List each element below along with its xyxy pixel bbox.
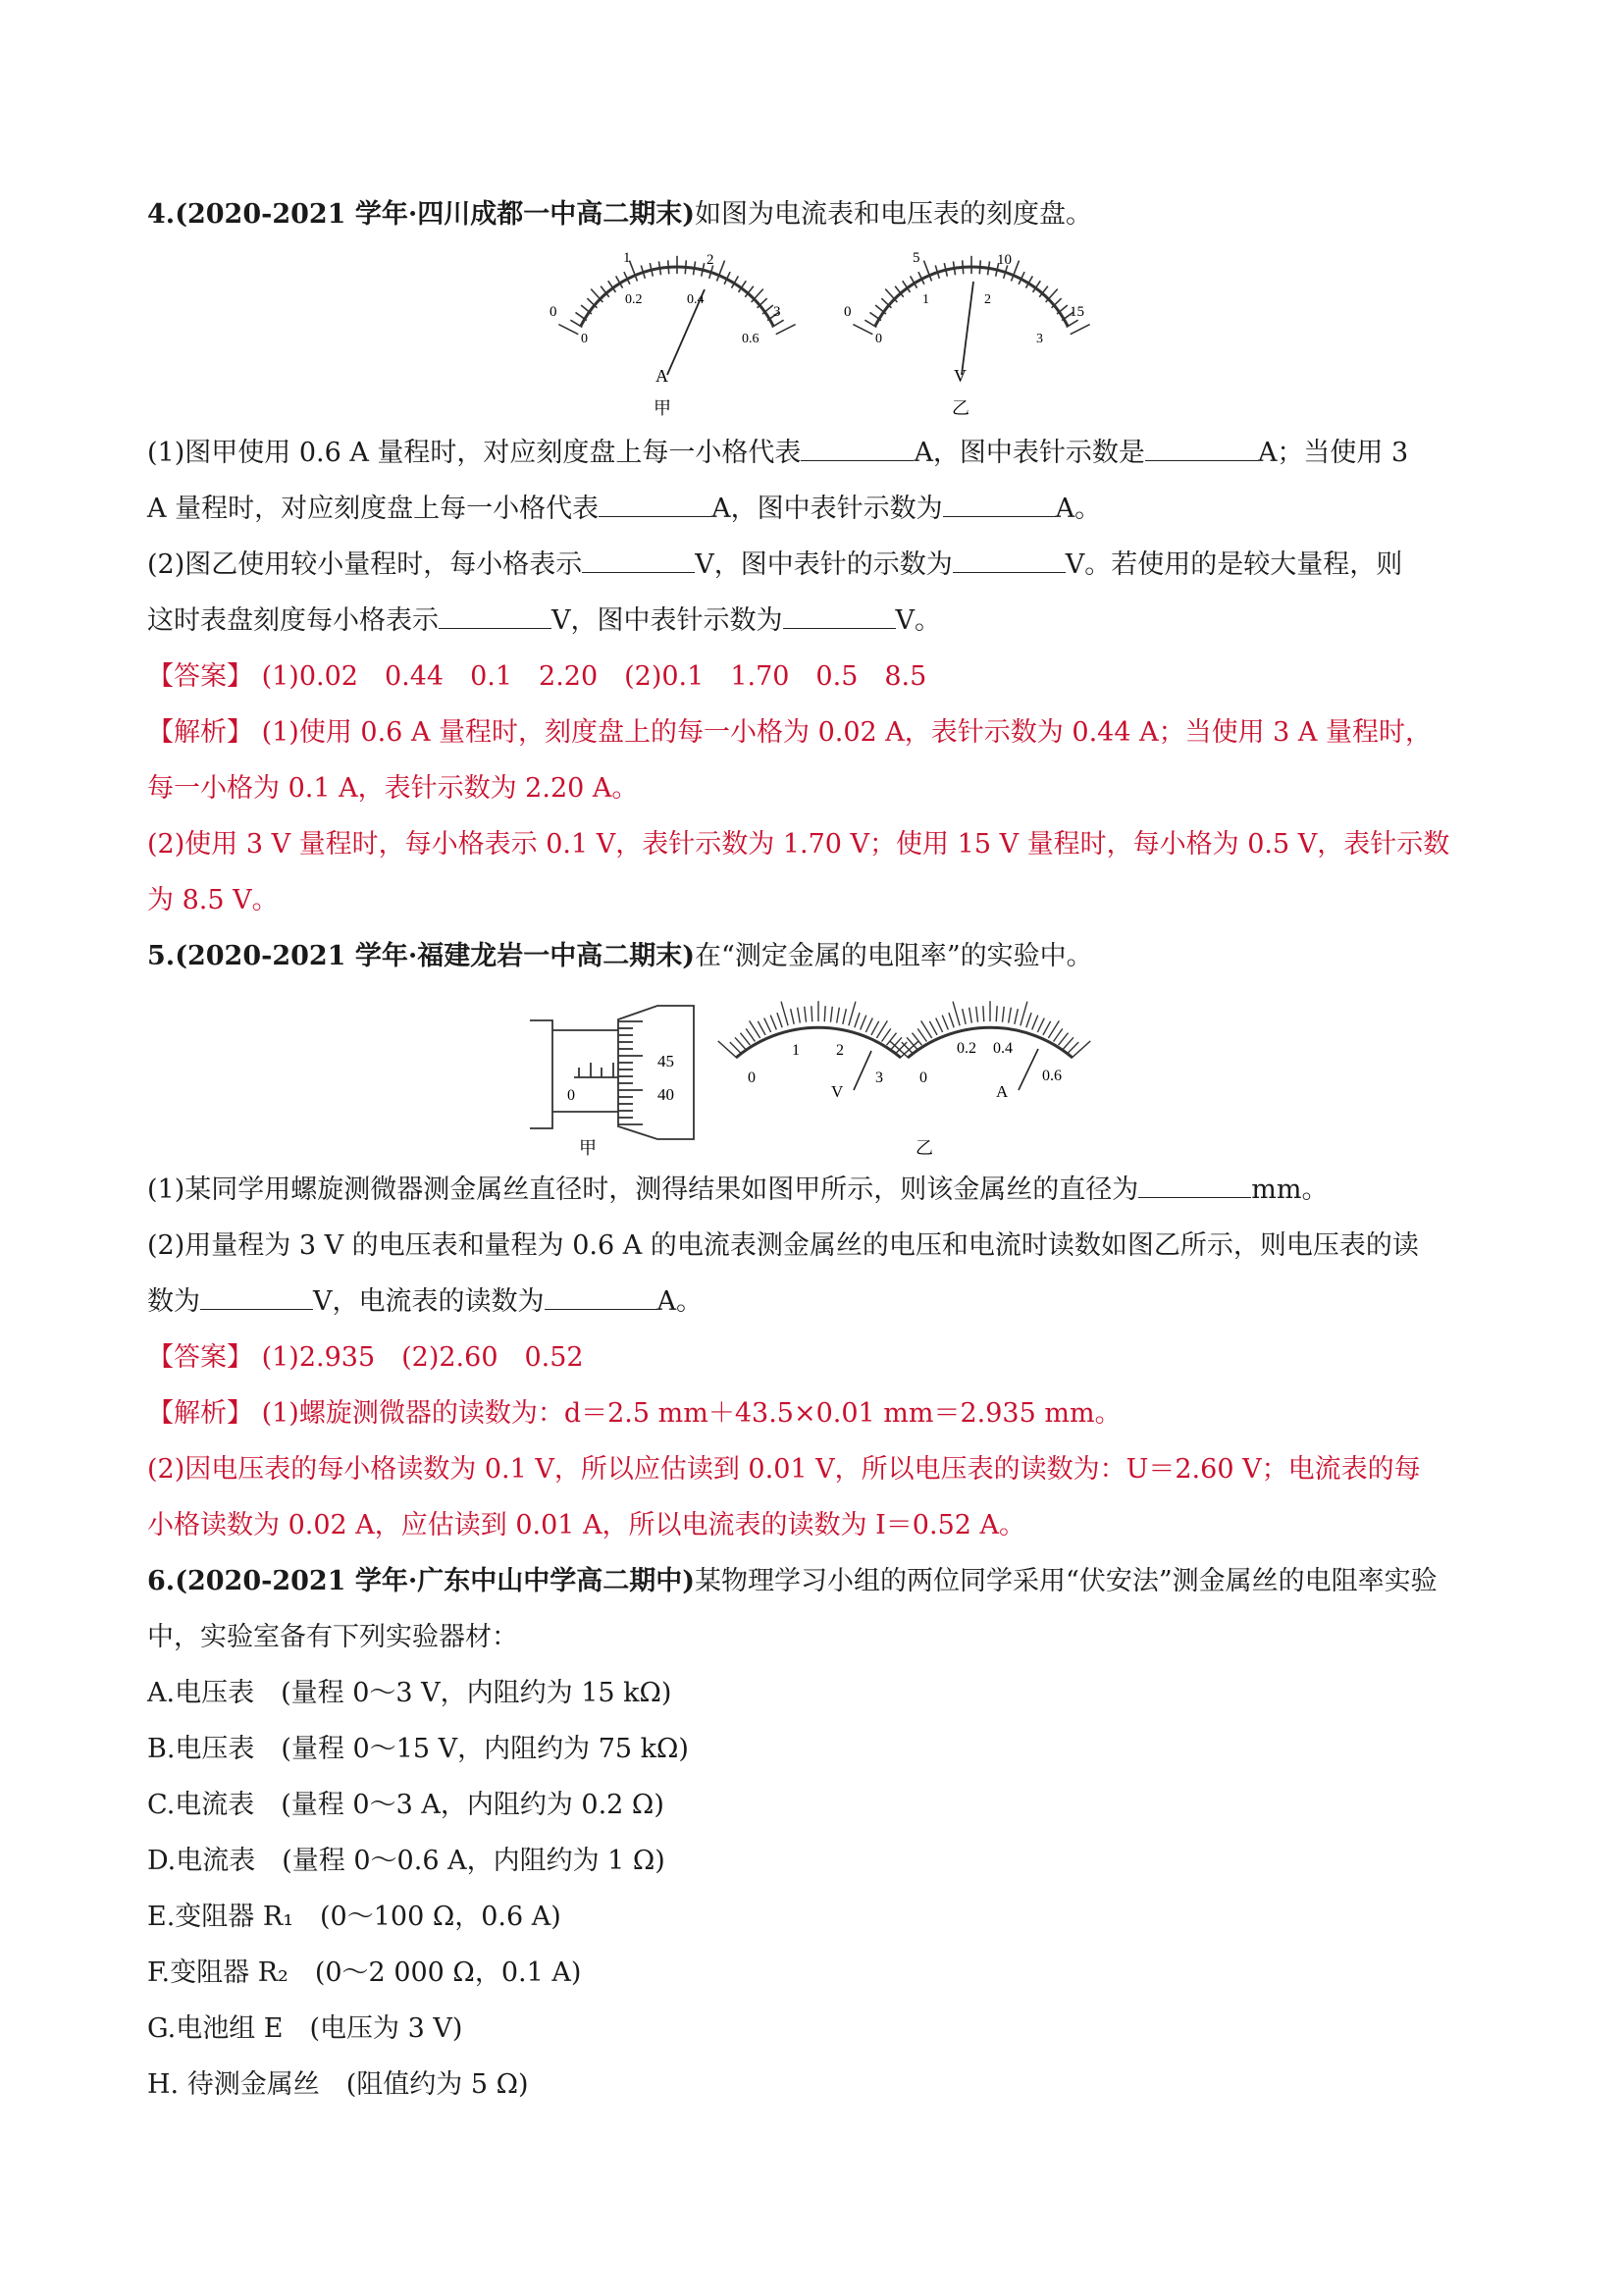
dial-tick bbox=[558, 325, 578, 335]
micrometer-40: 40 bbox=[657, 1085, 674, 1104]
q6-title: 6.(2020-2021 学年·广东中山中学高二期中)某物理学习小组的两位同学采用“伏安法”测金属丝的电阻率实验 bbox=[147, 1566, 1438, 1596]
dial-tick bbox=[929, 1021, 937, 1035]
list-item: F.变阻器 R₂ (0～2 000 Ω，0.1 A) bbox=[147, 1957, 582, 1988]
q4-answer: 【答案】 (1)0.02 0.44 0.1 2.20 (2)0.1 1.70 0.5 8.5 bbox=[147, 661, 927, 692]
q4-analysis-2a: (2)使用 3 V 量程时，每小格表示 0.1 V，表针示数为 1.70 V；使用 15 V 量程时，每小格为 0.5 V，表针示数 bbox=[147, 829, 1450, 860]
dial-tick bbox=[758, 1021, 765, 1035]
answer-blank bbox=[953, 548, 1066, 573]
dial-tick bbox=[1059, 1033, 1069, 1046]
q4-figure bbox=[147, 242, 1501, 425]
dial-tick bbox=[996, 1006, 997, 1021]
q4-analysis-1b: 每一小格为 0.1 A，表针示数为 2.20 A。 bbox=[147, 773, 639, 804]
micrometer-45: 45 bbox=[657, 1052, 674, 1070]
voltmeter-top-15: 15 bbox=[1070, 304, 1084, 320]
dial-tick bbox=[1009, 1008, 1012, 1023]
svg-text:0.4: 0.4 bbox=[993, 1040, 1013, 1057]
list-item: A.电压表 (量程 0～3 V，内阻约为 15 kΩ) bbox=[147, 1678, 672, 1708]
dial-tick bbox=[735, 1037, 746, 1049]
dial-tick bbox=[668, 260, 669, 274]
voltmeter-dial bbox=[718, 1001, 919, 1101]
voltmeter-unit: V bbox=[954, 366, 967, 386]
ammeter-top-2: 2 bbox=[707, 252, 714, 268]
q5-title: 5.(2020-2021 学年·福建龙岩一中高二期末)在“测定金属的电阻率”的实验中。 bbox=[147, 941, 1093, 971]
ammeter-top-3: 3 bbox=[773, 304, 781, 320]
q4-analysis-2b: 为 8.5 V。 bbox=[147, 885, 279, 915]
dial-tick bbox=[1068, 1042, 1078, 1053]
voltmeter-dial bbox=[844, 250, 1090, 418]
figure-caption-yi: 乙 bbox=[916, 1138, 933, 1158]
voltmeter-top-5: 5 bbox=[913, 250, 920, 266]
q5-analysis-2a: (2)因电压表的每小格读数为 0.1 V，所以应估读到 0.01 V，所以电压表的读数为：U＝2.60 V；电流表的每 bbox=[147, 1454, 1421, 1485]
q5-instruments bbox=[147, 984, 1501, 1162]
dial-tick bbox=[849, 1002, 856, 1026]
dial-tick bbox=[969, 1008, 972, 1023]
q5-analysis-2b: 小格读数为 0.02 A，应估读到 0.01 A，所以电流表的读数为 I＝0.52 A。 bbox=[147, 1510, 1026, 1540]
dial-tick bbox=[953, 261, 955, 275]
list-item: H. 待测金属丝 (阻值约为 5 Ω) bbox=[147, 2069, 529, 2100]
dial-tick bbox=[777, 1013, 782, 1027]
answer-blank bbox=[200, 1285, 313, 1310]
svg-text:1: 1 bbox=[792, 1042, 800, 1059]
micrometer bbox=[530, 1006, 694, 1139]
svg-text:2: 2 bbox=[836, 1042, 844, 1059]
dial-tick bbox=[949, 1013, 954, 1027]
voltmeter-bot-1: 1 bbox=[922, 292, 929, 307]
dial-tick bbox=[685, 260, 686, 274]
dial-tick bbox=[837, 1008, 840, 1023]
list-item: E.变阻器 R₁ (0～100 Ω，0.6 A) bbox=[147, 1902, 561, 1932]
q4-source: (2020-2021 学年·四川成都一中高二期末) bbox=[175, 199, 696, 230]
dial-tick bbox=[740, 1033, 750, 1046]
dial-tick bbox=[776, 325, 796, 335]
dial-tick bbox=[861, 1016, 866, 1030]
dial-tick bbox=[853, 325, 872, 335]
dial-tick bbox=[855, 1013, 860, 1027]
answer-blank bbox=[801, 437, 914, 461]
answer-blank bbox=[439, 604, 551, 629]
dial-tick bbox=[976, 1007, 978, 1022]
micrometer-0: 0 bbox=[567, 1087, 575, 1104]
q5-part1: (1)某同学用螺旋测微器测金属丝直径时，测得结果如图甲所示，则该金属丝的直径为 mm。 bbox=[147, 1174, 1329, 1205]
dial-tick bbox=[1063, 1037, 1073, 1049]
answer-blank bbox=[783, 604, 896, 629]
dial-tick bbox=[942, 1016, 948, 1030]
svg-text:A: A bbox=[996, 1082, 1009, 1101]
dial-tick bbox=[953, 1002, 960, 1026]
dial-tick bbox=[824, 1006, 825, 1021]
ammeter-bot-0: 0 bbox=[581, 332, 588, 346]
dial-tick bbox=[865, 1018, 872, 1032]
ammeter-bot-02: 0.2 bbox=[625, 292, 643, 307]
svg-text:0: 0 bbox=[748, 1070, 756, 1086]
ammeter-bot-06: 0.6 bbox=[742, 332, 759, 346]
answer-blank bbox=[1138, 1174, 1251, 1198]
voltmeter-top-10: 10 bbox=[997, 252, 1012, 268]
dial-tick bbox=[781, 1002, 788, 1026]
dial-tick bbox=[871, 1021, 879, 1035]
q4-part2-line1: (2)图乙使用较小量程时，每小格表示 V，图中表针的示数为 V。若使用的是较大量程，则 bbox=[147, 549, 1403, 580]
dial-tick bbox=[963, 1009, 967, 1024]
q5-figure bbox=[147, 984, 1501, 1162]
dial-tick bbox=[658, 261, 660, 275]
ammeter-top-0: 0 bbox=[550, 304, 557, 320]
ammeter-unit: A bbox=[655, 366, 668, 386]
q5-analysis-1: 【解析】 (1)螺旋测微器的读数为：d＝2.5 mm＋43.5×0.01 mm＝2.935 mm。 bbox=[147, 1398, 1122, 1429]
figure-caption-jia: 甲 bbox=[654, 398, 671, 418]
answer-blank bbox=[545, 1285, 657, 1310]
answer-blank bbox=[599, 493, 711, 517]
ammeter-bot-04: 0.4 bbox=[687, 292, 705, 307]
q4-part1-line1: (1)图甲使用 0.6 A 量程时，对应刻度盘上每一小格代表 A，图中表针示数是 A；当使用 3 bbox=[147, 438, 1409, 468]
list-item: G.电池组 E (电压为 3 V) bbox=[147, 2013, 463, 2044]
q5-part2-line1: (2)用量程为 3 V 的电压表和量程为 0.6 A 的电流表测金属丝的电压和电流时读数如图乙所示，则电压表的读 bbox=[147, 1230, 1419, 1261]
dial-tick bbox=[1032, 1016, 1038, 1030]
q4-number: 4. bbox=[147, 199, 176, 230]
answer-blank bbox=[943, 493, 1056, 517]
q4-part1-line2: A 量程时，对应刻度盘上每一小格代表 A，图中表针示数为 A。 bbox=[147, 494, 1102, 524]
dial-tick bbox=[1071, 325, 1090, 335]
dial-tick bbox=[1021, 1002, 1027, 1026]
svg-text:0.6: 0.6 bbox=[1042, 1068, 1062, 1084]
dial-tick bbox=[694, 261, 696, 275]
answer-blank bbox=[1145, 437, 1258, 461]
document bbox=[147, 186, 1501, 2113]
figure-caption-yi: 乙 bbox=[952, 398, 969, 418]
dial-tick bbox=[988, 261, 990, 275]
dial-tick bbox=[730, 1042, 741, 1053]
q4-meters bbox=[147, 242, 1501, 425]
dial-tick bbox=[746, 1028, 755, 1041]
voltmeter-bot-0: 0 bbox=[875, 332, 882, 346]
q4-analysis-1a: 【解析】 (1)使用 0.6 A 量程时，刻度盘上的每一小格为 0.02 A，表针示数为 0.44 A；当使用 3 A 量程时， bbox=[147, 717, 1433, 748]
answer-blank bbox=[582, 548, 695, 573]
q4-title bbox=[147, 186, 1501, 242]
dial-tick bbox=[963, 260, 964, 274]
dial-tick bbox=[805, 1007, 807, 1022]
voltmeter-needle bbox=[854, 1051, 871, 1090]
q4-stem: 如图为电流表和电压表的刻度盘。 bbox=[695, 199, 1093, 230]
voltmeter-top-0: 0 bbox=[844, 304, 852, 320]
q6-equipment-list bbox=[147, 1665, 1501, 2113]
svg-text:V: V bbox=[831, 1082, 844, 1101]
list-item: B.电压表 (量程 0～15 V，内阻约为 75 kΩ) bbox=[147, 1734, 689, 1764]
q5-part2-line2: 数为 V，电流表的读数为 A。 bbox=[147, 1286, 703, 1317]
dial-tick bbox=[718, 1041, 737, 1058]
svg-text:0: 0 bbox=[919, 1070, 927, 1086]
dial-tick bbox=[1026, 1013, 1031, 1027]
dial-tick bbox=[770, 1016, 776, 1030]
dial-tick bbox=[1054, 1028, 1063, 1041]
ammeter-needle bbox=[667, 289, 705, 375]
dial-tick bbox=[798, 1008, 801, 1023]
list-item: D.电流表 (量程 0～0.6 A，内阻约为 1 Ω) bbox=[147, 1846, 665, 1876]
dial-tick bbox=[843, 1009, 847, 1024]
q6-title-2: 中，实验室备有下列实验器材： bbox=[147, 1622, 518, 1652]
ammeter-top-1: 1 bbox=[623, 250, 631, 266]
dial-tick bbox=[830, 1007, 832, 1022]
dial-tick bbox=[1072, 1041, 1090, 1058]
dial-tick bbox=[983, 1006, 984, 1021]
dial-tick bbox=[882, 1028, 891, 1041]
svg-text:0.2: 0.2 bbox=[957, 1040, 976, 1057]
dial-tick bbox=[791, 1009, 795, 1024]
dial-tick bbox=[936, 1018, 943, 1032]
ammeter-dial bbox=[890, 1001, 1091, 1101]
dial-tick bbox=[1043, 1021, 1051, 1035]
dial-tick bbox=[1002, 1007, 1004, 1022]
dial-tick bbox=[917, 1028, 926, 1041]
voltmeter-bot-3: 3 bbox=[1036, 332, 1043, 346]
svg-text:3: 3 bbox=[875, 1070, 883, 1086]
ammeter-needle bbox=[1019, 1049, 1038, 1090]
list-item: C.电流表 (量程 0～3 A，内阻约为 0.2 Ω) bbox=[147, 1790, 664, 1820]
voltmeter-bot-2: 2 bbox=[984, 292, 991, 307]
ammeter-dial bbox=[550, 250, 796, 418]
q4-part2-line2: 这时表盘刻度每小格表示 V，图中表针示数为 V。 bbox=[147, 605, 941, 636]
dial-tick bbox=[1037, 1018, 1044, 1032]
figure-caption-jia: 甲 bbox=[579, 1138, 597, 1158]
dial-tick bbox=[764, 1018, 771, 1032]
dial-tick bbox=[979, 260, 980, 274]
voltmeter-needle bbox=[962, 282, 973, 375]
q5-answer: 【答案】 (1)2.935 (2)2.60 0.52 bbox=[147, 1342, 584, 1373]
dial-tick bbox=[1015, 1009, 1019, 1024]
